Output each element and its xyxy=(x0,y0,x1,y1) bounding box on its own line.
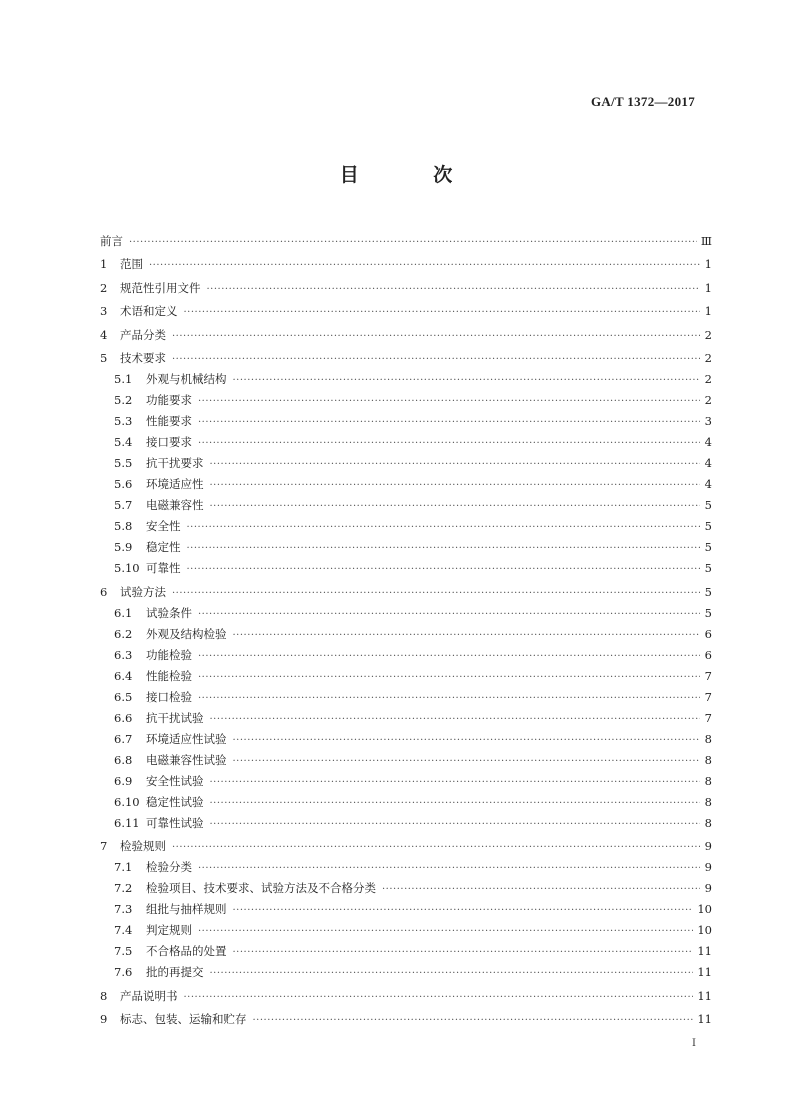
toc-leader-dots xyxy=(210,714,701,725)
toc-entry-page: 7 xyxy=(704,710,712,725)
toc-entry-label: 功能检验 xyxy=(146,647,192,662)
toc-entry-number: 7.1 xyxy=(114,860,133,875)
toc-entry[interactable] xyxy=(100,512,712,533)
toc-entry-number: 6.2 xyxy=(114,626,133,641)
toc-entry[interactable] xyxy=(100,321,712,342)
toc-leader-dots xyxy=(172,588,700,599)
toc-entry-number: 5.10 xyxy=(114,561,140,576)
toc-entry[interactable] xyxy=(100,578,712,599)
toc-entry-label: 性能要求 xyxy=(146,414,192,429)
toc-entry-page: 4 xyxy=(704,435,712,450)
toc-entry-label: 外观及结构检验 xyxy=(146,626,227,641)
toc-leader-dots xyxy=(198,863,700,874)
toc-leader-dots xyxy=(198,396,700,407)
toc-entry-page: 7 xyxy=(704,668,712,683)
toc-entry-label: 组批与抽样规则 xyxy=(146,902,227,917)
toc-entry[interactable] xyxy=(100,344,712,365)
toc-entry-label: 范围 xyxy=(120,257,143,272)
toc-entry-number: 6.7 xyxy=(114,731,133,746)
toc-entry-page: 11 xyxy=(697,965,712,980)
toc-entry-label: 可靠性试验 xyxy=(146,815,204,830)
toc-entry-number: 7 xyxy=(100,839,108,854)
toc-entry-label: 规范性引用文件 xyxy=(120,280,201,295)
toc-entry-label: 标志、包装、运输和贮存 xyxy=(120,1012,247,1027)
toc-entry[interactable] xyxy=(100,227,712,248)
toc-entry-number: 2 xyxy=(100,280,108,295)
toc-entry-page: 6 xyxy=(704,647,712,662)
toc-leader-dots xyxy=(210,798,701,809)
toc-entry-page: 11 xyxy=(697,944,712,959)
toc-leader-dots xyxy=(233,905,694,916)
toc-leader-dots xyxy=(233,756,701,767)
toc-entry-number: 5.7 xyxy=(114,498,133,513)
toc-leader-dots xyxy=(210,819,701,830)
toc-entry-page: 9 xyxy=(704,881,712,896)
toc-entry-page: 5 xyxy=(704,561,712,576)
toc-leader-dots xyxy=(233,735,701,746)
toc-entry[interactable] xyxy=(100,470,712,491)
toc-entry-label: 检验项目、技术要求、试验方法及不合格分类 xyxy=(146,881,376,896)
toc-entry-label: 功能要求 xyxy=(146,393,192,408)
toc-entry-label: 抗干扰要求 xyxy=(146,456,204,471)
toc-leader-dots xyxy=(210,480,701,491)
toc-entry[interactable] xyxy=(100,620,712,641)
toc-entry[interactable] xyxy=(100,274,712,295)
toc-entry[interactable] xyxy=(100,662,712,683)
toc-entry-label: 接口要求 xyxy=(146,435,192,450)
toc-entry[interactable] xyxy=(100,533,712,554)
toc-leader-dots xyxy=(382,884,700,895)
toc-entry-page: 2 xyxy=(704,351,712,366)
toc-entry-page: 11 xyxy=(697,1012,712,1027)
toc-entry-label: 性能检验 xyxy=(146,668,192,683)
toc-entry-page: 8 xyxy=(704,794,712,809)
toc-leader-dots xyxy=(198,693,700,704)
toc-entry-number: 5.6 xyxy=(114,477,133,492)
toc-leader-dots xyxy=(187,543,701,554)
toc-entry[interactable] xyxy=(100,874,712,895)
toc-entry-page: 5 xyxy=(704,519,712,534)
toc-entry-label: 稳定性试验 xyxy=(146,794,204,809)
document-code: GA/T 1372—2017 xyxy=(591,94,695,109)
toc-entry-number: 6 xyxy=(100,584,108,599)
toc-entry-page: 4 xyxy=(704,456,712,471)
toc-entry[interactable] xyxy=(100,554,712,575)
toc-entry-page: 5 xyxy=(704,498,712,513)
toc-entry-label: 稳定性 xyxy=(146,540,181,555)
toc-entry-page: 2 xyxy=(704,327,712,342)
toc-leader-dots xyxy=(210,968,694,979)
toc-entry-number: 5 xyxy=(100,351,108,366)
toc-entry-label: 电磁兼容性试验 xyxy=(146,752,227,767)
toc-entry[interactable] xyxy=(100,746,712,767)
toc-entry-number: 7.6 xyxy=(114,965,133,980)
toc-leader-dots xyxy=(187,564,701,575)
toc-leader-dots xyxy=(207,284,701,295)
toc-leader-dots xyxy=(253,1015,694,1026)
toc-entry[interactable] xyxy=(100,641,712,662)
toc-entry[interactable] xyxy=(100,428,712,449)
toc-entry[interactable] xyxy=(100,916,712,937)
toc-entry[interactable] xyxy=(100,365,712,386)
toc-entry[interactable] xyxy=(100,491,712,512)
toc-leader-dots xyxy=(184,307,701,318)
toc-entry-label: 检验规则 xyxy=(120,839,166,854)
toc-leader-dots xyxy=(184,992,694,1003)
toc-entry-page: 7 xyxy=(704,689,712,704)
toc-entry-page: 8 xyxy=(704,752,712,767)
toc-entry-number: 5.8 xyxy=(114,519,133,534)
toc-entry-page: 8 xyxy=(704,731,712,746)
toc-entry-label: 批的再提交 xyxy=(146,965,204,980)
toc-entry-label: 环境适应性 xyxy=(146,477,204,492)
toc-entry[interactable] xyxy=(100,297,712,318)
toc-entry-label: 技术要求 xyxy=(120,351,166,366)
toc-entry-page: 8 xyxy=(704,815,712,830)
toc-entry-number: 8 xyxy=(100,988,108,1003)
toc-entry-label: 电磁兼容性 xyxy=(146,498,204,513)
toc-entry-number: 6.9 xyxy=(114,773,133,788)
toc-entry-label: 接口检验 xyxy=(146,689,192,704)
toc-entry-label: 检验分类 xyxy=(146,860,192,875)
toc-leader-dots xyxy=(198,417,700,428)
toc-entry-label: 不合格品的处置 xyxy=(146,944,227,959)
toc-entry-number: 6.5 xyxy=(114,689,133,704)
toc-leader-dots xyxy=(198,651,700,662)
toc-entry-label: 试验条件 xyxy=(146,605,192,620)
toc-entry[interactable] xyxy=(100,250,712,271)
toc-entry[interactable] xyxy=(100,704,712,725)
toc-entry[interactable] xyxy=(100,895,712,916)
toc-entry-page: 6 xyxy=(704,626,712,641)
toc-entry-label: 判定规则 xyxy=(146,923,192,938)
toc-entry-label: 可靠性 xyxy=(146,561,181,576)
toc-entry-number: 6.1 xyxy=(114,605,133,620)
page-number: I xyxy=(692,1038,696,1049)
toc-entry[interactable] xyxy=(100,767,712,788)
toc-entry-label: 抗干扰试验 xyxy=(146,710,204,725)
toc-leader-dots xyxy=(210,459,701,470)
toc-entry[interactable] xyxy=(100,788,712,809)
toc-entry[interactable] xyxy=(100,386,712,407)
toc-entry-page: 5 xyxy=(704,540,712,555)
toc-entry-page: 10 xyxy=(697,923,712,938)
toc-entry[interactable] xyxy=(100,937,712,958)
toc-leader-dots xyxy=(198,609,700,620)
toc-entry[interactable] xyxy=(100,683,712,704)
table-of-contents xyxy=(100,224,712,1026)
toc-entry[interactable] xyxy=(100,809,712,830)
toc-entry[interactable] xyxy=(100,958,712,979)
toc-entry-page: 5 xyxy=(704,605,712,620)
toc-leader-dots xyxy=(233,947,694,958)
toc-entry[interactable] xyxy=(100,832,712,853)
toc-entry-label: 产品说明书 xyxy=(120,988,178,1003)
toc-entry-label: 试验方法 xyxy=(120,584,166,599)
toc-entry[interactable] xyxy=(100,853,712,874)
toc-leader-dots xyxy=(198,438,700,449)
toc-entry-page: 8 xyxy=(704,773,712,788)
toc-leader-dots xyxy=(233,630,701,641)
toc-leader-dots xyxy=(172,331,700,342)
toc-entry[interactable] xyxy=(100,1005,712,1026)
toc-entry-page: 2 xyxy=(704,393,712,408)
toc-entry-label: 安全性试验 xyxy=(146,773,204,788)
toc-entry-number: 5.1 xyxy=(114,372,133,387)
toc-entry-number: 6.3 xyxy=(114,647,133,662)
toc-entry-number: 6.11 xyxy=(114,815,140,830)
toc-leader-dots xyxy=(198,926,693,937)
toc-entry-page: 9 xyxy=(704,860,712,875)
toc-entry-label: 环境适应性试验 xyxy=(146,731,227,746)
toc-entry-number: 6.10 xyxy=(114,794,140,809)
toc-entry-page: 9 xyxy=(704,839,712,854)
toc-entry-number: 6.4 xyxy=(114,668,133,683)
toc-leader-dots xyxy=(129,237,697,248)
toc-entry-number: 7.4 xyxy=(114,923,133,938)
toc-entry-label: 前言 xyxy=(100,233,123,248)
toc-entry-number: 4 xyxy=(100,327,108,342)
toc-entry-page: 1 xyxy=(704,280,712,295)
toc-entry-page: 4 xyxy=(704,477,712,492)
toc-entry-label: 外观与机械结构 xyxy=(146,372,227,387)
toc-leader-dots xyxy=(187,522,701,533)
toc-entry-number: 7.5 xyxy=(114,944,133,959)
toc-entry[interactable] xyxy=(100,982,712,1003)
toc-entry-number: 5.2 xyxy=(114,393,133,408)
toc-leader-dots xyxy=(210,777,701,788)
toc-leader-dots xyxy=(172,842,700,853)
toc-entry-number: 9 xyxy=(100,1012,108,1027)
toc-entry-page: 2 xyxy=(704,372,712,387)
toc-entry-page: 1 xyxy=(704,304,712,319)
toc-entry-page: Ⅲ xyxy=(700,233,712,248)
toc-entry-label: 术语和定义 xyxy=(120,304,178,319)
toc-entry-page: 10 xyxy=(697,902,712,917)
toc-entry[interactable] xyxy=(100,599,712,620)
toc-entry-number: 7.2 xyxy=(114,881,133,896)
toc-entry-number: 6.8 xyxy=(114,752,133,767)
toc-leader-dots xyxy=(233,375,701,386)
toc-entry[interactable] xyxy=(100,407,712,428)
toc-entry-page: 1 xyxy=(704,257,712,272)
toc-entry-number: 6.6 xyxy=(114,710,133,725)
toc-entry-label: 产品分类 xyxy=(120,327,166,342)
toc-leader-dots xyxy=(149,260,700,271)
toc-entry-page: 11 xyxy=(697,988,712,1003)
toc-entry-label: 安全性 xyxy=(146,519,181,534)
toc-leader-dots xyxy=(198,672,700,683)
toc-entry[interactable] xyxy=(100,725,712,746)
toc-entry-number: 1 xyxy=(100,257,108,272)
toc-entry-number: 5.9 xyxy=(114,540,133,555)
toc-entry-number: 5.4 xyxy=(114,435,133,450)
toc-entry-number: 7.3 xyxy=(114,902,133,917)
toc-entry-page: 5 xyxy=(704,584,712,599)
toc-entry[interactable] xyxy=(100,449,712,470)
toc-entry-page: 3 xyxy=(704,414,712,429)
toc-title: 目 次 xyxy=(339,164,487,186)
toc-leader-dots xyxy=(172,354,700,365)
toc-leader-dots xyxy=(210,501,701,512)
toc-entry-number: 5.3 xyxy=(114,414,133,429)
toc-entry-number: 3 xyxy=(100,304,108,319)
toc-entry-number: 5.5 xyxy=(114,456,133,471)
